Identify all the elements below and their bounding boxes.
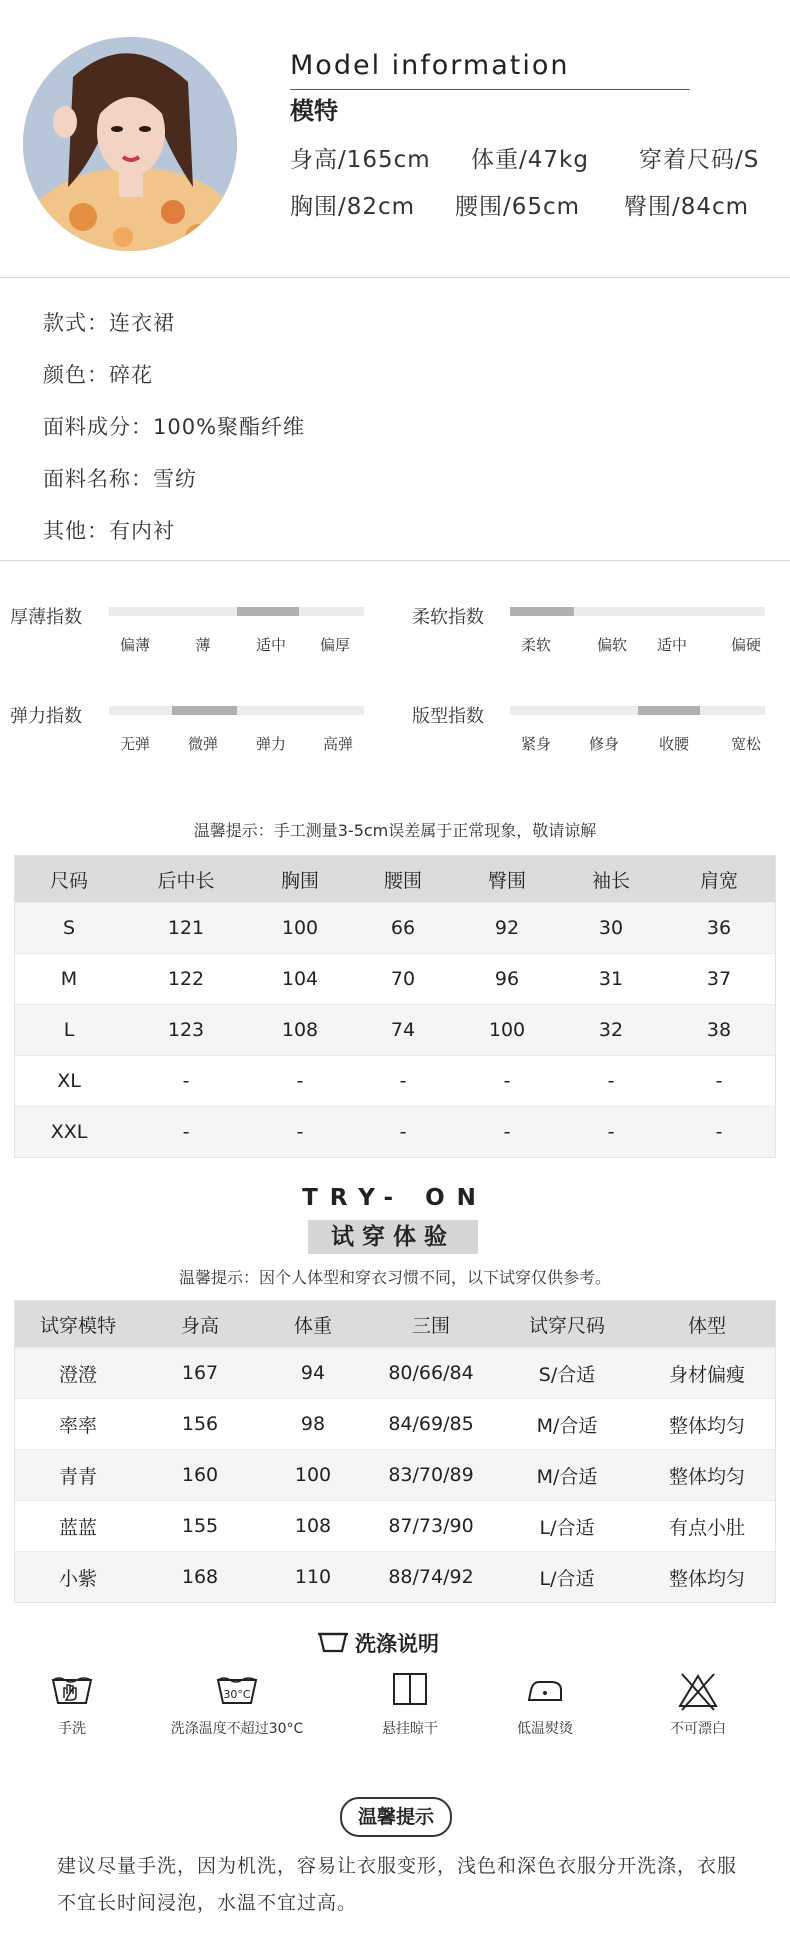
index-label: 柔软 (520, 636, 551, 654)
table-cell: 37 (663, 954, 775, 1005)
table-cell: - (455, 1056, 559, 1107)
table-cell: XXL (15, 1107, 123, 1158)
table-cell: XL (15, 1056, 123, 1107)
hand-wash-icon (50, 1672, 94, 1706)
table-row (15, 1450, 775, 1501)
wash-item (335, 1672, 485, 1738)
table-row (15, 1501, 775, 1552)
table-header-cell: 体型 (639, 1301, 775, 1348)
table-cell: 36 (663, 903, 775, 954)
table-cell: 84/69/85 (367, 1399, 495, 1450)
table-cell: 108 (249, 1005, 351, 1056)
table-cell: - (351, 1056, 455, 1107)
model-portrait-image (23, 37, 237, 251)
table-cell: 104 (249, 954, 351, 1005)
index-label: 无弹 (119, 735, 150, 753)
index-title: 版型指数 (412, 706, 484, 727)
table-cell: 蓝蓝 (15, 1501, 141, 1552)
table-cell: 澄澄 (15, 1348, 141, 1399)
tryon-title: TRY- ON (302, 1185, 488, 1211)
size-note: 温馨提示：手工测量3-5cm误差属于正常现象，敬请谅解 (193, 821, 597, 840)
table-cell: 160 (141, 1450, 259, 1501)
title-underline (290, 89, 690, 90)
model-weight: 体重/47kg (471, 147, 589, 173)
table-cell: 小紫 (15, 1552, 141, 1603)
table-cell: 155 (141, 1501, 259, 1552)
table-cell: 整体均匀 (639, 1450, 775, 1501)
table-row (15, 1005, 775, 1056)
table-cell: 92 (455, 903, 559, 954)
model-info-subtitle: 模特 (290, 97, 338, 125)
index-title: 厚薄指数 (10, 607, 82, 628)
table-cell: S/合适 (495, 1348, 639, 1399)
table-header-row (15, 1301, 775, 1348)
table-header-cell: 袖长 (559, 856, 663, 903)
table-cell: 38 (663, 1005, 775, 1056)
index-softness (412, 603, 484, 629)
tryon-table (15, 1301, 775, 1602)
wash-30-icon (215, 1672, 259, 1706)
table-cell: 156 (141, 1399, 259, 1450)
table-header-cell: 试穿尺码 (495, 1301, 639, 1348)
index-label: 高弹 (322, 735, 353, 753)
model-size: 穿着尺码/S (639, 147, 760, 173)
table-cell: 123 (123, 1005, 249, 1056)
table-row (15, 1107, 775, 1158)
section-divider (0, 560, 790, 561)
table-cell: 83/70/89 (367, 1450, 495, 1501)
index-level-fill (638, 706, 700, 715)
index-label: 收腰 (658, 735, 689, 753)
index-label: 偏硬 (730, 636, 761, 654)
table-cell: 70 (351, 954, 455, 1005)
table-cell: 100 (249, 903, 351, 954)
table-cell: 31 (559, 954, 663, 1005)
index-label: 微弹 (187, 735, 218, 753)
table-cell: S (15, 903, 123, 954)
table-row (15, 1552, 775, 1603)
index-bar (109, 607, 364, 616)
low-iron-icon (523, 1672, 567, 1706)
tip-text: 建议尽量手洗，因为机洗，容易让衣服变形，浅色和深色衣服分开洗涤，衣服不宜长时间浸泡，水温不宜过高。 (57, 1855, 738, 1914)
index-thickness (10, 603, 82, 629)
tryon-subtitle: 试穿体验 (308, 1220, 478, 1254)
table-header-cell: 身高 (141, 1301, 259, 1348)
size-table-wrap (14, 855, 776, 1158)
model-height: 身高/165cm (290, 147, 431, 173)
index-bar (109, 706, 364, 715)
attr-fabric-name: 面料名称：雪纺 (43, 467, 197, 491)
table-row (15, 1056, 775, 1107)
wash-temp-text: 30°C (223, 1688, 251, 1701)
table-cell: 整体均匀 (639, 1399, 775, 1450)
index-label: 适中 (656, 636, 687, 654)
table-cell: M/合适 (495, 1399, 639, 1450)
index-bar (510, 607, 765, 616)
wash-item (470, 1672, 620, 1738)
attr-style: 款式：连衣裙 (43, 311, 175, 335)
wash-item (0, 1672, 147, 1738)
model-info-title: Model information (290, 50, 570, 81)
table-cell: 青青 (15, 1450, 141, 1501)
index-label: 弹力 (255, 735, 286, 753)
table-row (15, 903, 775, 954)
table-cell: - (559, 1107, 663, 1158)
index-label: 薄 (195, 636, 211, 654)
table-header-row (15, 856, 775, 903)
table-cell: 整体均匀 (639, 1552, 775, 1603)
index-fit (412, 702, 484, 728)
index-label: 适中 (255, 636, 286, 654)
hang-dry-icon (390, 1672, 430, 1706)
index-elasticity (10, 702, 82, 728)
table-cell: 96 (455, 954, 559, 1005)
table-cell: L/合适 (495, 1501, 639, 1552)
table-row (15, 954, 775, 1005)
table-cell: M/合适 (495, 1450, 639, 1501)
model-photo (23, 37, 237, 251)
table-cell: 122 (123, 954, 249, 1005)
table-row (15, 1399, 775, 1450)
table-cell: 168 (141, 1552, 259, 1603)
table-cell: 100 (259, 1450, 367, 1501)
model-waist: 腰围/65cm (455, 194, 581, 220)
table-cell: 74 (351, 1005, 455, 1056)
table-header-cell: 三围 (367, 1301, 495, 1348)
tryon-table-wrap (14, 1300, 776, 1603)
model-bust: 胸围/82cm (290, 194, 416, 220)
index-label: 偏薄 (119, 636, 150, 654)
table-cell: - (455, 1107, 559, 1158)
table-cell: - (663, 1056, 775, 1107)
index-label: 偏软 (596, 636, 627, 654)
table-cell: 110 (259, 1552, 367, 1603)
table-header-cell: 臀围 (455, 856, 559, 903)
table-cell: 108 (259, 1501, 367, 1552)
table-cell: 有点小肚 (639, 1501, 775, 1552)
washbasin-icon (318, 1630, 348, 1658)
wash-item (162, 1672, 312, 1738)
table-cell: 30 (559, 903, 663, 954)
table-cell: - (663, 1107, 775, 1158)
index-level-fill (510, 607, 574, 616)
table-cell: 身材偏瘦 (639, 1348, 775, 1399)
table-cell: 80/66/84 (367, 1348, 495, 1399)
table-cell: - (249, 1056, 351, 1107)
table-header-cell: 体重 (259, 1301, 367, 1348)
no-bleach-icon (676, 1672, 720, 1712)
index-bar (510, 706, 765, 715)
index-title: 弹力指数 (10, 706, 82, 727)
table-cell: 率率 (15, 1399, 141, 1450)
attr-color: 颜色：碎花 (43, 363, 153, 387)
index-label: 偏厚 (319, 636, 350, 654)
index-level-fill (237, 607, 299, 616)
table-cell: - (559, 1056, 663, 1107)
table-cell: L (15, 1005, 123, 1056)
wash-label: 手洗 (58, 1721, 86, 1737)
index-label: 紧身 (520, 735, 551, 753)
table-row (15, 1348, 775, 1399)
table-header-cell: 试穿模特 (15, 1301, 141, 1348)
section-divider (0, 277, 790, 278)
table-cell: M (15, 954, 123, 1005)
table-cell: - (123, 1107, 249, 1158)
tryon-note: 温馨提示：因个人体型和穿衣习惯不同，以下试穿仅供参考。 (178, 1268, 611, 1287)
table-cell: 121 (123, 903, 249, 954)
table-header-cell: 腰围 (351, 856, 455, 903)
table-cell: - (351, 1107, 455, 1158)
index-label: 宽松 (730, 735, 761, 753)
table-cell: 98 (259, 1399, 367, 1450)
table-cell: 32 (559, 1005, 663, 1056)
wash-label: 不可漂白 (670, 1721, 726, 1737)
attr-fabric-composition: 面料成分：100%聚酯纤维 (43, 415, 306, 439)
table-cell: 88/74/92 (367, 1552, 495, 1603)
table-header-cell: 肩宽 (663, 856, 775, 903)
table-header-cell: 后中长 (123, 856, 249, 903)
attr-other: 其他：有内衬 (43, 519, 175, 543)
table-header-cell: 胸围 (249, 856, 351, 903)
table-header-cell: 尺码 (15, 856, 123, 903)
wash-label: 洗涤温度不超过30°C (170, 1721, 304, 1737)
wash-label: 低温熨烫 (517, 1721, 573, 1737)
table-cell: 87/73/90 (367, 1501, 495, 1552)
table-cell: 94 (259, 1348, 367, 1399)
table-cell: 66 (351, 903, 455, 954)
wash-label: 悬挂晾干 (382, 1721, 438, 1737)
table-cell: - (249, 1107, 351, 1158)
index-title: 柔软指数 (412, 607, 484, 628)
size-table (15, 856, 775, 1157)
wash-item (623, 1672, 773, 1738)
tip-title: 温馨提示 (340, 1797, 452, 1837)
table-cell: 167 (141, 1348, 259, 1399)
table-cell: 100 (455, 1005, 559, 1056)
table-cell: - (123, 1056, 249, 1107)
index-level-fill (172, 706, 237, 715)
index-label: 修身 (588, 735, 619, 753)
table-cell: L/合适 (495, 1552, 639, 1603)
wash-title: 洗涤说明 (355, 1632, 439, 1656)
model-hip: 臀围/84cm (624, 194, 750, 220)
